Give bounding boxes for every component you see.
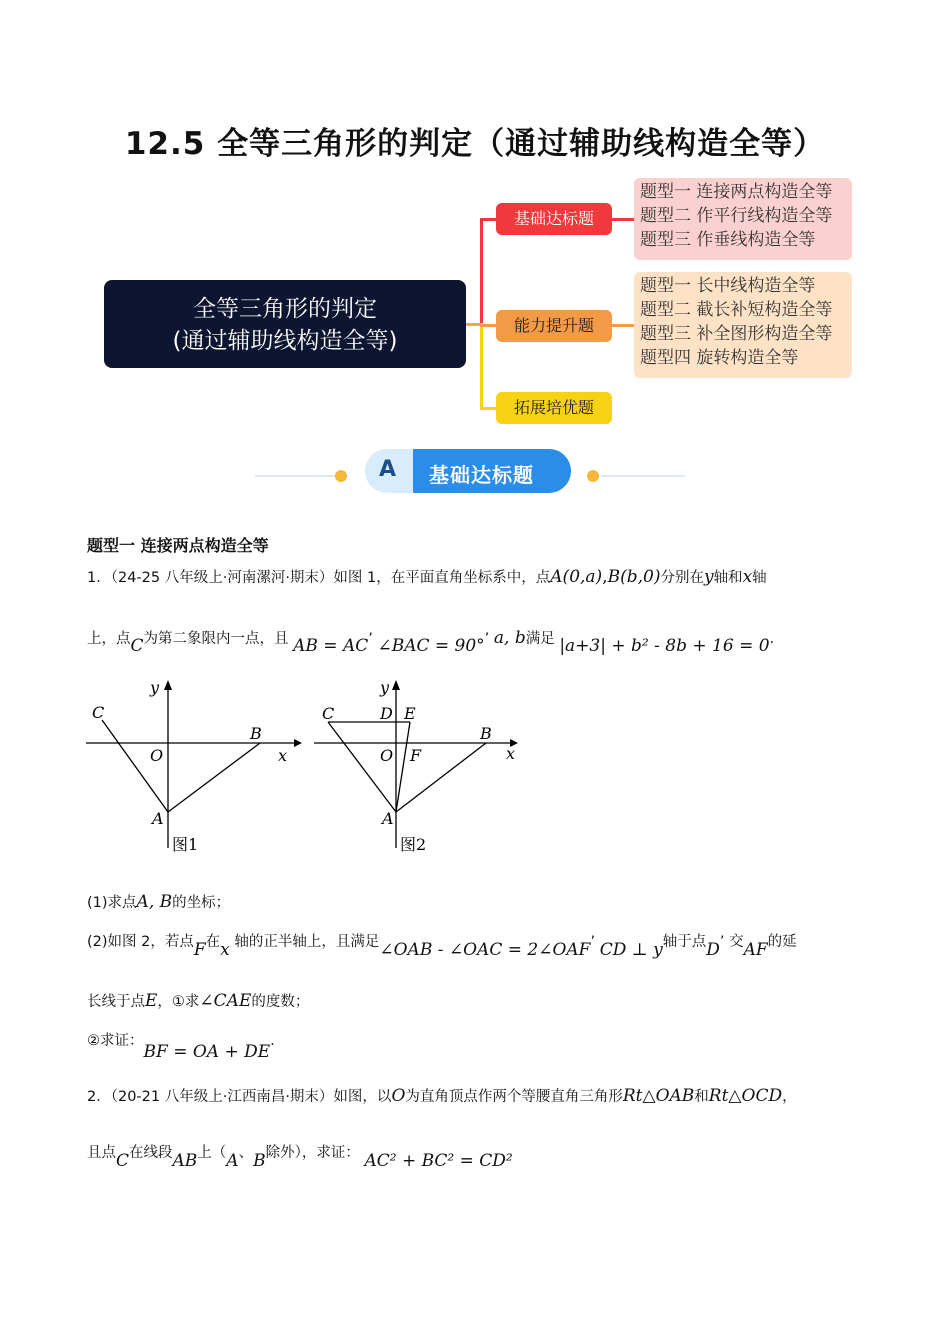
label-x: x <box>506 744 516 763</box>
section-divider-right <box>585 468 695 484</box>
math-o: O <box>391 1086 406 1106</box>
leaf-group-advanced <box>634 272 852 378</box>
math-rt-oab: Rt△OAB <box>622 1086 695 1106</box>
text: (2)如图 2，若点 <box>87 934 194 950</box>
text: 除外），求证： <box>265 1145 360 1161</box>
leaf-item: 题型三 作垂线构造全等 <box>640 230 816 250</box>
connector-leaf-1 <box>612 218 634 221</box>
mindmap-root-line1: 全等三角形的判定 <box>193 296 377 322</box>
math-point-a: A(0,a) <box>550 567 603 587</box>
math-a: A <box>226 1151 239 1171</box>
math-cae: ∠CAE <box>199 991 252 1011</box>
leaf-item: 题型一 连接两点构造全等 <box>640 182 833 202</box>
mindmap-root <box>104 280 466 368</box>
leaf-group-basic <box>634 178 852 260</box>
math-c: C <box>116 1151 130 1171</box>
label-y: y <box>380 678 390 697</box>
figure-1-caption: 图1 <box>172 835 199 854</box>
label-b: B <box>250 724 262 743</box>
text: 在线段 <box>129 1145 173 1161</box>
section-letter: A <box>379 457 397 482</box>
section-divider-left <box>255 468 365 484</box>
math-ab-segment: AB <box>172 1151 198 1171</box>
q1-line1: 1．（24-25 八年级上·河南漯河·期末）如图 1，在平面直角坐标系中，点A(0,a),B(b,0)分别在y轴和x轴 <box>87 567 767 587</box>
text: 1．（24-25 八年级上·河南漯河·期末）如图 1，在平面直角坐标系中，点 <box>87 570 551 586</box>
text: 满足 <box>525 631 555 647</box>
connector-leaf-2 <box>612 324 634 327</box>
label-o: O <box>380 746 394 765</box>
math-bf-equation: BF = OA + DE <box>143 1042 271 1062</box>
text: 分别在 <box>660 570 704 586</box>
text: 为直角顶点作两个等腰直角三角形 <box>405 1089 623 1105</box>
label-d: D <box>380 704 393 723</box>
figure-2 <box>312 676 532 856</box>
text: 轴和 <box>713 570 743 586</box>
label-b: B <box>480 724 492 743</box>
text: 轴于点 <box>662 934 707 950</box>
math-rt-ocd: Rt△OCD <box>708 1086 783 1106</box>
label-x: x <box>278 746 288 765</box>
q1-part1 <box>87 892 230 913</box>
math-point-b: B(b,0) <box>607 567 661 587</box>
text: 轴的正半轴上，且满足 <box>234 934 380 950</box>
math-y: y <box>703 567 714 587</box>
math-d: D <box>706 940 720 960</box>
text: 轴 <box>752 570 767 586</box>
math-abs-expression: |a+3| + b² - 8b + 16 = 0 <box>559 636 770 656</box>
connector-branch-3 <box>480 407 497 410</box>
text: 交 <box>729 934 744 950</box>
section-banner <box>365 449 571 493</box>
label-a: A <box>382 809 394 828</box>
math-a-b: A, B <box>136 892 173 912</box>
text: 的坐标； <box>172 895 231 911</box>
leaf-item: 题型三 补全图形构造全等 <box>640 324 833 344</box>
text: 上（ <box>197 1145 227 1161</box>
math-e: E <box>145 991 158 1011</box>
connector-vertical-yellow <box>480 323 483 409</box>
leaf-item: 题型二 作平行线构造全等 <box>640 206 833 226</box>
text: 在 <box>205 934 221 950</box>
branch-advanced: 能力提升题 <box>496 310 612 342</box>
figure-2-caption: 图2 <box>400 835 427 854</box>
math-ab: a, b <box>493 628 526 648</box>
branch-basic: 基础达标题 <box>496 203 612 235</box>
math-c: C <box>130 636 144 656</box>
label-c: C <box>92 703 105 722</box>
label-f: F <box>410 746 422 765</box>
q1-part2-line3: ②求证：BF = OA + DE. <box>87 1033 275 1062</box>
math-af: AF <box>743 940 768 960</box>
q2-line2 <box>87 1142 513 1171</box>
text: 2．（20-21 八年级上·江西南昌·期末）如图，以 <box>87 1089 392 1105</box>
label-o: O <box>150 746 164 765</box>
math-x: x <box>742 567 753 587</box>
text: 、 <box>238 1145 254 1161</box>
page-title: 12.5 全等三角形的判定（通过辅助线构造全等） <box>124 126 826 162</box>
q1-line2: 上，点C为第二象限内一点，且 AB = AC’ ∠BAC = 90°’ a, b满足 |a+3| + b² - 8b + 16 = 0. <box>87 628 775 656</box>
text: 上，点 <box>87 631 131 647</box>
math-cd-perp: CD ⊥ y <box>599 940 663 960</box>
text: 长线于点 <box>87 994 145 1010</box>
q1-part2: (2)如图 2，若点F在x 轴的正半轴上，且满足∠OAB - ∠OAC = 2∠OAF’ CD ⊥ y轴于点D’ 交AF的延 <box>87 934 797 960</box>
text: (1)求点 <box>87 895 137 911</box>
leaf-item: 题型二 截长补短构造全等 <box>640 300 833 320</box>
mindmap-root-line2: (通过辅助线构造全等) <box>172 328 398 354</box>
text: ，①求 <box>157 994 200 1010</box>
math-ab-ac: AB = AC <box>293 636 369 656</box>
branch-extension: 拓展培优题 <box>496 392 612 424</box>
connector-branch-1 <box>480 218 497 221</box>
figure-1 <box>84 676 304 856</box>
math-angle-equation: ∠OAB - ∠OAC = 2∠OAF <box>379 940 591 960</box>
connector-vertical-red <box>480 218 483 324</box>
math-final-equation: AC² + BC² = CD² <box>364 1151 513 1171</box>
q2-line1: 2．（20-21 八年级上·江西南昌·期末）如图，以O为直角顶点作两个等腰直角三角形Rt△OAB和Rt△OCD， <box>87 1086 797 1106</box>
label-a: A <box>152 809 164 828</box>
text: 为第二象限内一点，且 <box>143 631 289 647</box>
q1-part2-line2 <box>87 991 309 1012</box>
math-f: F <box>193 940 206 960</box>
leaf-item: 题型一 长中线构造全等 <box>640 276 816 296</box>
section-title: 基础达标题 <box>429 463 534 487</box>
text: 和 <box>694 1089 709 1105</box>
question-type-heading: 题型一 连接两点构造全等 <box>87 536 269 555</box>
text: ②求证： <box>87 1033 144 1049</box>
text: 且点 <box>87 1145 116 1161</box>
math-bac: ∠BAC = 90° <box>377 636 485 656</box>
math-x: x <box>220 940 230 960</box>
label-e: E <box>404 704 416 723</box>
math-b: B <box>253 1151 266 1171</box>
leaf-item: 题型四 旋转构造全等 <box>640 348 799 368</box>
label-c: C <box>322 704 335 723</box>
text: 的度数； <box>251 994 310 1010</box>
text: 的延 <box>767 934 797 950</box>
connector-branch-2 <box>480 324 497 327</box>
label-y: y <box>150 678 160 697</box>
